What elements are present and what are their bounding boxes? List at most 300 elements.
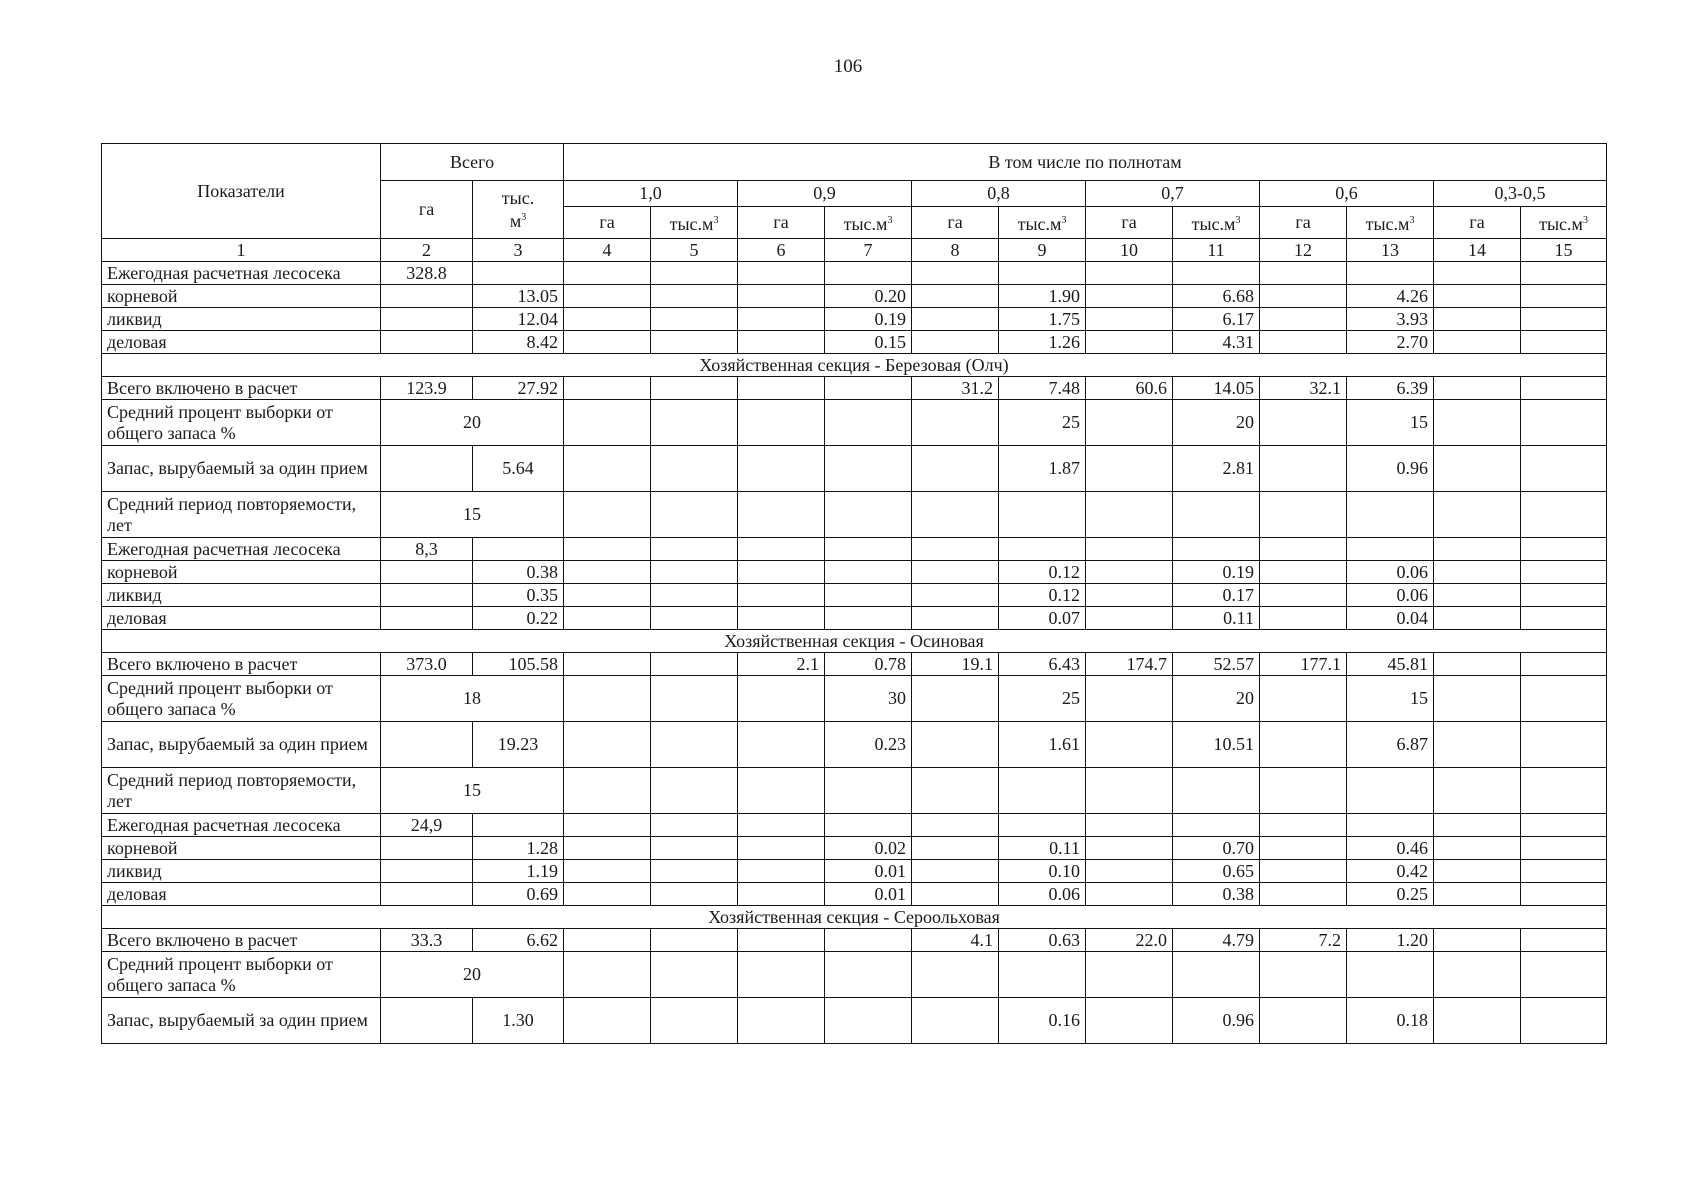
total-ha-cell (381, 584, 473, 607)
superscript-3: 3 (1235, 215, 1241, 226)
row-label: Всего включено в расчет (102, 653, 381, 676)
header-unit-ha: га (1260, 207, 1347, 239)
data-cell (651, 285, 738, 308)
header-density-3: 0,7 (1086, 181, 1260, 207)
data-cell (1086, 860, 1173, 883)
data-cell (738, 814, 825, 837)
data-cell: 45.81 (1347, 653, 1434, 676)
data-cell (564, 929, 651, 952)
data-cell (1260, 676, 1347, 722)
data-cell (1434, 584, 1521, 607)
data-cell: 0.06 (1347, 584, 1434, 607)
data-cell (651, 400, 738, 446)
total-ha-cell (381, 837, 473, 860)
data-cell (564, 952, 651, 998)
data-cell (1347, 538, 1434, 561)
data-cell (738, 446, 825, 492)
data-cell (1434, 285, 1521, 308)
row-label: Всего включено в расчет (102, 929, 381, 952)
table-row (102, 377, 1607, 400)
data-cell (651, 377, 738, 400)
data-cell: 0.19 (1173, 561, 1260, 584)
data-cell: 177.1 (1260, 653, 1347, 676)
data-cell (738, 952, 825, 998)
data-cell (825, 561, 912, 584)
row-label: Средний процент выборки от общего запаса % (102, 676, 381, 722)
data-cell (1086, 607, 1173, 630)
data-cell (564, 308, 651, 331)
header-indicators: Показатели (102, 144, 381, 239)
data-cell (1434, 607, 1521, 630)
data-cell (564, 860, 651, 883)
data-cell (1434, 952, 1521, 998)
data-cell: 20 (1173, 676, 1260, 722)
data-cell (1347, 814, 1434, 837)
total-merged-value: 20 (381, 952, 564, 998)
total-ha-cell: 373.0 (381, 653, 473, 676)
data-cell (1086, 883, 1173, 906)
data-cell: 15 (1347, 400, 1434, 446)
row-label: ликвид (102, 308, 381, 331)
data-cell: 0.11 (1173, 607, 1260, 630)
column-number: 11 (1173, 239, 1260, 262)
table-row (102, 814, 1607, 837)
data-cell (1260, 952, 1347, 998)
data-cell (1521, 308, 1607, 331)
data-cell (1086, 285, 1173, 308)
data-cell (564, 676, 651, 722)
total-m3-cell (473, 262, 564, 285)
data-cell (651, 262, 738, 285)
header-by-density: В том числе по полнотам (564, 144, 1607, 181)
column-number: 6 (738, 239, 825, 262)
total-ha-cell: 8,3 (381, 538, 473, 561)
data-cell: 15 (1347, 676, 1434, 722)
data-cell (999, 814, 1086, 837)
total-m3-cell (473, 814, 564, 837)
data-cell (1434, 492, 1521, 538)
data-cell (912, 400, 999, 446)
page-number: 106 (833, 56, 863, 77)
data-cell (564, 607, 651, 630)
data-cell (1434, 331, 1521, 354)
header-unit-ha: га (738, 207, 825, 239)
data-cell (825, 929, 912, 952)
data-cell (1521, 883, 1607, 906)
data-cell: 60.6 (1086, 377, 1173, 400)
data-cell (1260, 883, 1347, 906)
data-cell (564, 837, 651, 860)
row-label: Средний период повторяемости, лет (102, 492, 381, 538)
data-cell (912, 607, 999, 630)
data-cell: 0.78 (825, 653, 912, 676)
row-label: Всего включено в расчет (102, 377, 381, 400)
column-number: 13 (1347, 239, 1434, 262)
superscript-3: 3 (1582, 215, 1588, 226)
table-header (102, 144, 1607, 262)
data-cell (1260, 446, 1347, 492)
data-cell (825, 768, 912, 814)
data-cell (651, 331, 738, 354)
data-cell (1434, 929, 1521, 952)
data-cell (1086, 952, 1173, 998)
total-ha-cell (381, 561, 473, 584)
data-cell (651, 722, 738, 768)
total-m3-cell: 1.19 (473, 860, 564, 883)
data-cell: 25 (999, 400, 1086, 446)
data-cell: 0.65 (1173, 860, 1260, 883)
data-cell (912, 768, 999, 814)
column-number: 14 (1434, 239, 1521, 262)
data-cell (1173, 538, 1260, 561)
data-cell (1521, 561, 1607, 584)
superscript-3: 3 (713, 215, 719, 226)
data-cell (1434, 446, 1521, 492)
data-cell: 2.70 (1347, 331, 1434, 354)
data-cell (912, 308, 999, 331)
data-cell (825, 262, 912, 285)
data-cell (1521, 262, 1607, 285)
column-number: 5 (651, 239, 738, 262)
data-cell (1521, 952, 1607, 998)
data-cell (912, 814, 999, 837)
data-cell (825, 607, 912, 630)
data-cell (651, 561, 738, 584)
data-cell: 3.93 (1347, 308, 1434, 331)
header-density-1: 0,9 (738, 181, 912, 207)
table-row (102, 837, 1607, 860)
column-number: 1 (102, 239, 381, 262)
header-unit-m3: $тыс.м^3$ (825, 207, 912, 239)
header-total-ha: га (381, 181, 473, 239)
data-cell (825, 584, 912, 607)
data-cell (1521, 492, 1607, 538)
data-cell: 6.87 (1347, 722, 1434, 768)
data-cell (738, 584, 825, 607)
data-cell (1260, 584, 1347, 607)
table-row (102, 538, 1607, 561)
total-ha-cell (381, 860, 473, 883)
data-cell: 0.38 (1173, 883, 1260, 906)
total-m3-cell: 13.05 (473, 285, 564, 308)
header-unit-m3: $тыс.м^3$ (1521, 207, 1607, 239)
row-label: Запас, вырубаемый за один прием (102, 446, 381, 492)
table-row (102, 308, 1607, 331)
data-cell: 1.61 (999, 722, 1086, 768)
table-row (102, 584, 1607, 607)
data-cell (738, 929, 825, 952)
data-cell (1521, 860, 1607, 883)
header-density-0: 1,0 (564, 181, 738, 207)
data-cell: 2.81 (1173, 446, 1260, 492)
header-total-m3: тыс. $м^3$ (473, 181, 564, 239)
data-cell (1521, 331, 1607, 354)
data-cell (564, 331, 651, 354)
data-cell: 0.19 (825, 308, 912, 331)
column-number: 7 (825, 239, 912, 262)
data-cell (564, 584, 651, 607)
data-cell (1260, 722, 1347, 768)
data-cell (1347, 952, 1434, 998)
data-cell (912, 860, 999, 883)
data-cell: 0.15 (825, 331, 912, 354)
data-cell (1086, 768, 1173, 814)
data-cell: 10.51 (1173, 722, 1260, 768)
data-cell (1086, 561, 1173, 584)
data-cell (564, 814, 651, 837)
data-cell (738, 998, 825, 1044)
table-row (102, 446, 1607, 492)
data-cell (912, 446, 999, 492)
data-cell (738, 492, 825, 538)
data-cell (1260, 538, 1347, 561)
row-label: деловая (102, 331, 381, 354)
data-cell: 0.01 (825, 860, 912, 883)
data-cell (651, 607, 738, 630)
header-unit-ha: га (1086, 207, 1173, 239)
data-cell (564, 561, 651, 584)
data-cell (564, 883, 651, 906)
data-cell (1521, 676, 1607, 722)
header-unit-m3: $тыс.м^3$ (1173, 207, 1260, 239)
data-cell (825, 446, 912, 492)
data-cell: 0.04 (1347, 607, 1434, 630)
data-cell (1086, 331, 1173, 354)
data-cell: 2.1 (738, 653, 825, 676)
data-cell (1521, 998, 1607, 1044)
data-cell (912, 883, 999, 906)
data-cell (1260, 308, 1347, 331)
table-row (102, 952, 1607, 998)
data-cell: 1.75 (999, 308, 1086, 331)
total-m3-cell: 5.64 (473, 446, 564, 492)
data-cell (825, 538, 912, 561)
data-cell (651, 308, 738, 331)
data-cell (564, 400, 651, 446)
data-cell: 0.17 (1173, 584, 1260, 607)
data-cell (1086, 584, 1173, 607)
data-cell (825, 377, 912, 400)
data-cell (1521, 400, 1607, 446)
data-cell (1521, 837, 1607, 860)
data-cell (651, 492, 738, 538)
data-cell (1434, 308, 1521, 331)
data-cell (825, 952, 912, 998)
data-cell: 0.63 (999, 929, 1086, 952)
data-cell: 0.96 (1347, 446, 1434, 492)
data-cell (1260, 998, 1347, 1044)
table-row (102, 331, 1607, 354)
table-body (102, 262, 1607, 1044)
data-cell (1260, 837, 1347, 860)
data-cell (651, 653, 738, 676)
data-cell (1260, 492, 1347, 538)
table-row (102, 285, 1607, 308)
data-cell (564, 538, 651, 561)
data-cell (1173, 492, 1260, 538)
data-cell (825, 400, 912, 446)
header-unit-ha: га (912, 207, 999, 239)
data-cell (1086, 676, 1173, 722)
data-cell: 0.10 (999, 860, 1086, 883)
data-cell (1086, 308, 1173, 331)
row-label: Средний процент выборки от общего запаса % (102, 952, 381, 998)
table-row (102, 860, 1607, 883)
column-number: 12 (1260, 239, 1347, 262)
data-cell (651, 860, 738, 883)
total-m3-cell: 0.35 (473, 584, 564, 607)
total-ha-cell (381, 998, 473, 1044)
total-ha-cell (381, 308, 473, 331)
data-cell (912, 331, 999, 354)
data-cell: 20 (1173, 400, 1260, 446)
column-number: 8 (912, 239, 999, 262)
data-cell: 0.96 (1173, 998, 1260, 1044)
data-cell: 0.20 (825, 285, 912, 308)
column-number: 10 (1086, 239, 1173, 262)
data-cell (912, 561, 999, 584)
data-cell: 30 (825, 676, 912, 722)
data-cell: 6.43 (999, 653, 1086, 676)
section-title: Хозяйственная секция - Березовая (Олч) (102, 354, 1607, 377)
data-cell (651, 768, 738, 814)
total-merged-value: 18 (381, 676, 564, 722)
data-cell (1086, 837, 1173, 860)
data-cell (912, 722, 999, 768)
total-ha-cell (381, 883, 473, 906)
data-cell (564, 262, 651, 285)
data-cell (738, 308, 825, 331)
data-cell (564, 998, 651, 1044)
data-cell: 0.07 (999, 607, 1086, 630)
data-cell: 0.16 (999, 998, 1086, 1044)
data-cell (1173, 952, 1260, 998)
row-label: Ежегодная расчетная лесосека (102, 814, 381, 837)
data-cell (999, 952, 1086, 998)
data-cell (1434, 262, 1521, 285)
data-cell (1086, 446, 1173, 492)
data-cell (1086, 814, 1173, 837)
row-label: корневой (102, 285, 381, 308)
data-cell (1521, 607, 1607, 630)
column-number: 3 (473, 239, 564, 262)
data-cell (1260, 285, 1347, 308)
data-cell (912, 285, 999, 308)
data-cell (1260, 607, 1347, 630)
data-cell: 4.26 (1347, 285, 1434, 308)
data-cell (564, 285, 651, 308)
row-label: корневой (102, 561, 381, 584)
row-label: Средний период повторяемости, лет (102, 768, 381, 814)
data-cell (1086, 998, 1173, 1044)
column-number: 9 (999, 239, 1086, 262)
data-cell (912, 584, 999, 607)
data-cell: 0.46 (1347, 837, 1434, 860)
data-cell: 0.42 (1347, 860, 1434, 883)
table-row (102, 561, 1607, 584)
data-cell (564, 377, 651, 400)
data-cell (738, 538, 825, 561)
data-cell (825, 492, 912, 538)
table-row (102, 768, 1607, 814)
total-m3-cell: 27.92 (473, 377, 564, 400)
data-cell (1434, 377, 1521, 400)
data-cell (1521, 814, 1607, 837)
data-cell (738, 676, 825, 722)
data-cell: 0.12 (999, 584, 1086, 607)
table-row (102, 262, 1607, 285)
row-label: деловая (102, 607, 381, 630)
data-cell (738, 883, 825, 906)
total-m3-cell (473, 538, 564, 561)
table-row (102, 883, 1607, 906)
data-cell (1434, 400, 1521, 446)
row-label: Запас, вырубаемый за один прием (102, 722, 381, 768)
data-cell (738, 331, 825, 354)
table-row (102, 653, 1607, 676)
table-row (102, 607, 1607, 630)
data-cell (1260, 262, 1347, 285)
data-cell: 6.39 (1347, 377, 1434, 400)
row-label: ликвид (102, 584, 381, 607)
total-ha-cell (381, 285, 473, 308)
data-cell (1173, 814, 1260, 837)
data-cell (1260, 400, 1347, 446)
data-cell (651, 538, 738, 561)
data-cell (912, 837, 999, 860)
data-cell (1434, 722, 1521, 768)
header-total: Всего (381, 144, 564, 181)
data-cell: 174.7 (1086, 653, 1173, 676)
data-cell (1260, 561, 1347, 584)
data-cell: 7.2 (1260, 929, 1347, 952)
data-cell: 1.87 (999, 446, 1086, 492)
data-cell (1434, 814, 1521, 837)
data-cell (1260, 768, 1347, 814)
column-number: 2 (381, 239, 473, 262)
data-cell (564, 492, 651, 538)
data-cell: 1.20 (1347, 929, 1434, 952)
data-cell: 0.23 (825, 722, 912, 768)
data-cell: 0.18 (1347, 998, 1434, 1044)
data-cell (1521, 285, 1607, 308)
data-cell (1434, 883, 1521, 906)
data-cell (564, 722, 651, 768)
total-m3-cell: 1.28 (473, 837, 564, 860)
data-cell: 52.57 (1173, 653, 1260, 676)
data-cell (999, 538, 1086, 561)
header-unit-ha: га (564, 207, 651, 239)
section-title: Хозяйственная секция - Сероольховая (102, 906, 1607, 929)
data-cell: 0.11 (999, 837, 1086, 860)
column-number-row (102, 239, 1607, 262)
data-cell (651, 837, 738, 860)
data-cell (1347, 492, 1434, 538)
data-cell (651, 676, 738, 722)
header-density-2: 0,8 (912, 181, 1086, 207)
data-cell (1086, 400, 1173, 446)
data-cell (1434, 676, 1521, 722)
header-unit-m3: $тыс.м^3$ (999, 207, 1086, 239)
data-cell (738, 607, 825, 630)
data-cell: 0.06 (999, 883, 1086, 906)
data-cell: 0.02 (825, 837, 912, 860)
column-number: 15 (1521, 239, 1607, 262)
total-ha-cell: 24,9 (381, 814, 473, 837)
total-merged-value: 20 (381, 400, 564, 446)
data-cell: 31.2 (912, 377, 999, 400)
data-cell (651, 929, 738, 952)
